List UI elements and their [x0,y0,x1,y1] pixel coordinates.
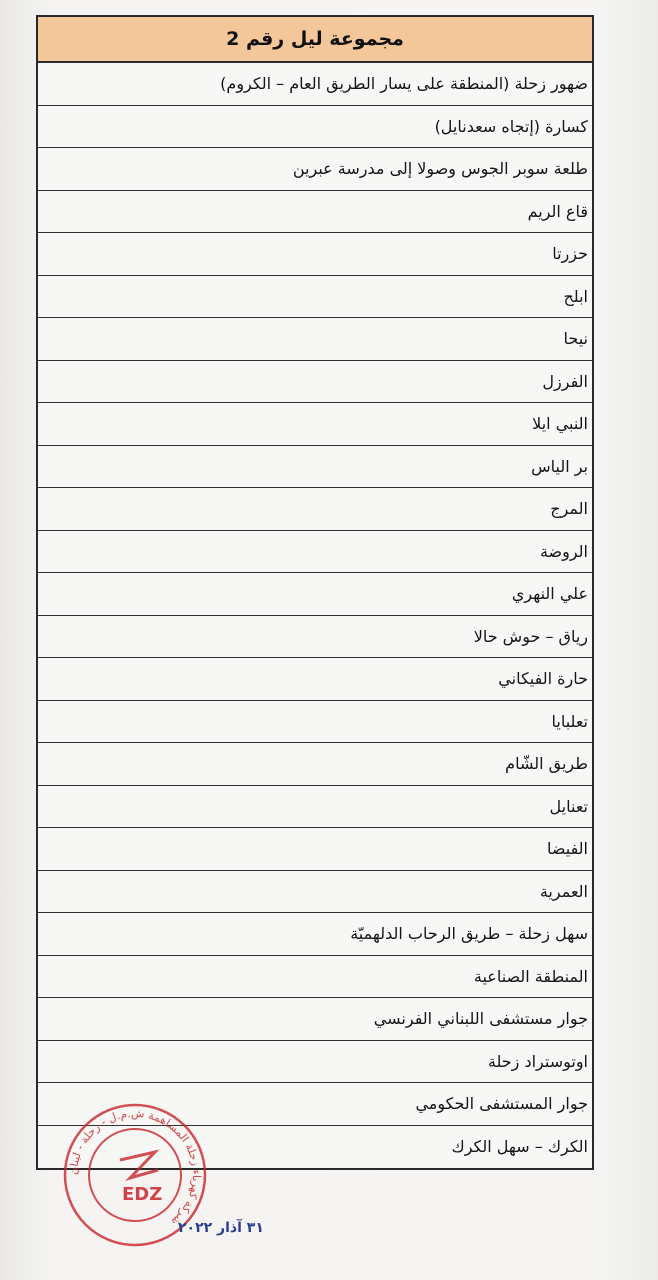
table-row: كسارة (إتجاه سعدنايل) [38,106,592,149]
group-table [36,15,594,1170]
table-row: جوار مستشفى اللبناني الفرنسي [38,998,592,1041]
table-row: طريق الشّام [38,743,592,786]
table-row: حزرتا [38,233,592,276]
table-body [38,63,592,1168]
table-row: الكرك – سهل الكرك [451,1137,588,1157]
table-row: علي النهري [38,573,592,616]
table-row: قاع الريم [38,191,592,234]
table-row: نيحا [38,318,592,361]
table-row: الروضة [38,531,592,574]
table-row: ابلح [38,276,592,319]
table-row: الفيضا [38,828,592,871]
table-row: جوار المستشفى الحكومي [38,1083,592,1126]
table-header: مجموعة ليل رقم 2 [38,17,592,63]
table-row: تعلبايا [38,701,592,744]
table-row: المنطقة الصناعية [38,956,592,999]
table-row: حارة الفيكاني [38,658,592,701]
table-row: المرج [38,488,592,531]
table-row: اوتوستراد زحلة [38,1041,592,1084]
table-row: العمرية [38,871,592,914]
stamp-logo-text: EDZ [122,1184,163,1205]
table-row: ضهور زحلة (المنطقة على يسار الطريق العام – الكروم) [38,63,592,106]
table-row: بر الياس [38,446,592,489]
table-row: النبي ايلا [38,403,592,446]
table-row: تعنايل [38,786,592,829]
document-date: ٣١ آذار ٢٠٢٢ [178,1220,264,1236]
stamp-ring-text: شركة كهرباء زحلة المساهمة ش.م.ل - زحلة - لبنان [66,1106,204,1229]
table-row: سهل زحلة – طريق الرحاب الدلهميّة [38,913,592,956]
table-row: الفرزل [38,361,592,404]
table-row: طلعة سوبر الجوس وصولا إلى مدرسة عبرين [38,148,592,191]
table-row: رياق – حوش حالا [38,616,592,659]
